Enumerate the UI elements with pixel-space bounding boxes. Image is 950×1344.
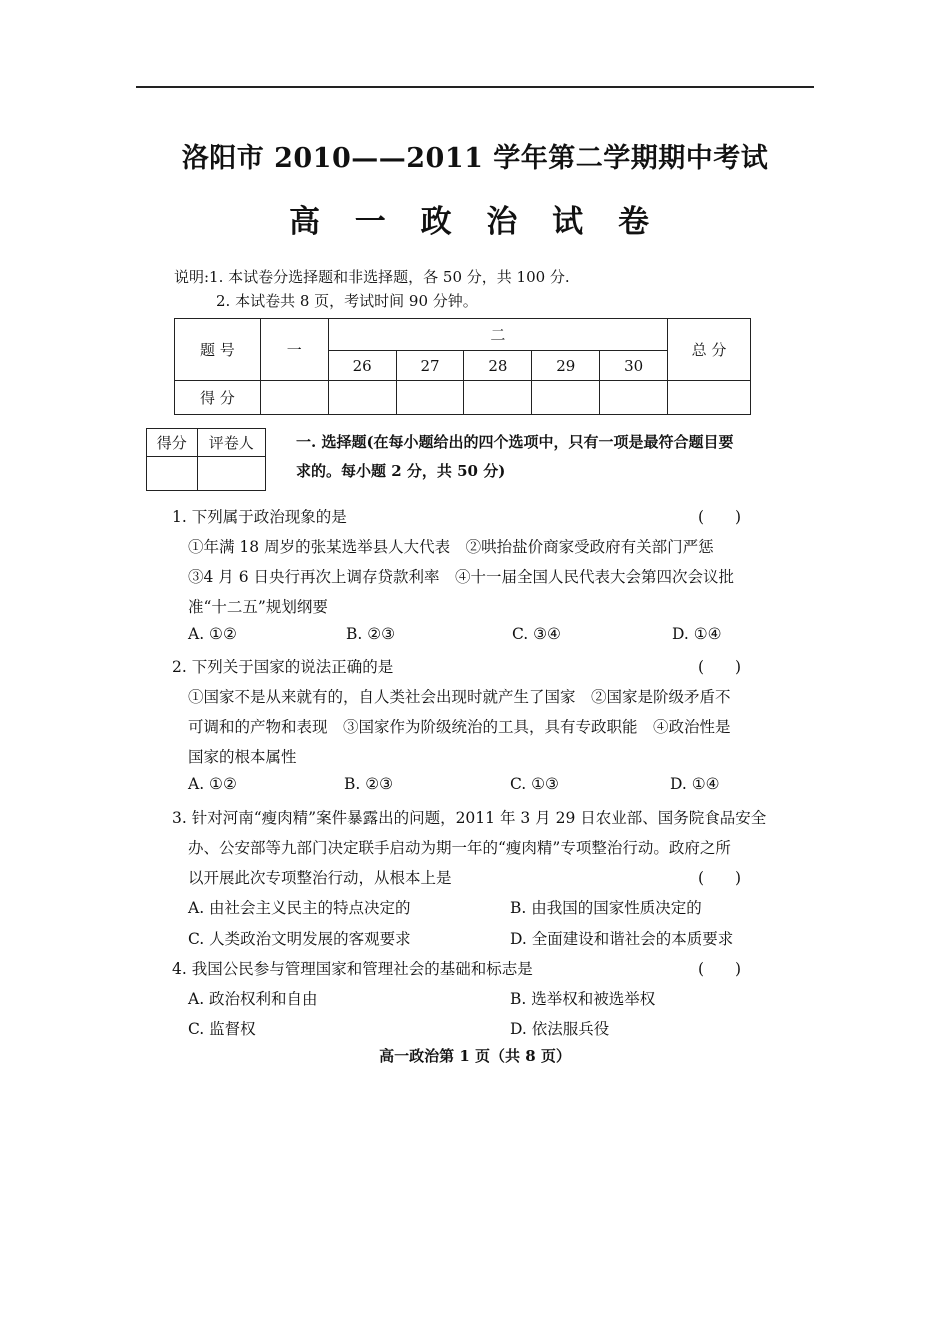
question-4-option-a[interactable]: A. 政治权利和自由 [188,990,318,1008]
score-table [174,318,751,415]
label-score: 得 分 [175,381,261,415]
question-3-option-a[interactable]: A. 由社会主义民主的特点决定的 [188,899,411,917]
question-1-line-3: 准“十二五”规划纲要 [188,598,328,616]
grader-name-cell[interactable] [197,457,265,491]
question-1-option-d[interactable]: D. ①④ [672,625,722,643]
grader-score-label: 得分 [147,429,198,457]
question-2-line-3: 国家的根本属性 [188,748,297,766]
sub-col-29: 29 [532,351,600,381]
score-cell-30[interactable] [600,381,668,415]
col-section-one: 一 [260,319,328,381]
question-3-option-b[interactable]: B. 由我国的国家性质决定的 [510,899,702,917]
score-cell-29[interactable] [532,381,600,415]
grader-name-label: 评卷人 [197,429,265,457]
question-4-option-d[interactable]: D. 依法服兵役 [510,1020,610,1038]
question-3-option-c[interactable]: C. 人类政治文明发展的客观要求 [188,930,411,948]
grader-box [146,428,266,491]
paper-subtitle: 高 一 政 治 试 卷 [289,204,661,240]
question-2-answer-blank[interactable]: ( ) [698,658,742,676]
score-cell-27[interactable] [396,381,464,415]
sub-col-28: 28 [464,351,532,381]
question-1-stem: 1. 下列属于政治现象的是 [172,508,347,526]
label-total: 总 分 [668,319,751,381]
question-1-option-c[interactable]: C. ③④ [512,625,561,643]
top-rule [136,86,814,88]
score-cell-total[interactable] [668,381,751,415]
question-2-option-b[interactable]: B. ②③ [344,775,394,793]
question-1-line-2: ③4 月 6 日央行再次上调存贷款利率 ④十一届全国人民代表大会第四次会议批 [188,568,735,586]
page-footer: 高一政治第 1 页（共 8 页） [379,1047,571,1065]
question-3-stem-line-1: 3. 针对河南“瘦肉精”案件暴露出的问题，2011 年 3 月 29 日农业部、国务院食品安全 [172,809,767,827]
question-1-option-a[interactable]: A. ①② [188,625,237,643]
grader-score-cell[interactable] [147,457,198,491]
question-4-answer-blank[interactable]: ( ) [698,960,742,978]
question-3-stem-line-2: 办、公安部等九部门决定联手启动为期一年的“瘦肉精”专项整治行动。政府之所 [188,839,731,857]
section-heading-line-1: 一. 选择题(在每小题给出的四个选项中，只有一项是最符合题目要 [296,433,734,451]
instruction-line-2: 2. 本试卷共 8 页，考试时间 90 分钟。 [216,292,478,310]
question-3-option-d[interactable]: D. 全面建设和谐社会的本质要求 [510,930,734,948]
score-cell-26[interactable] [328,381,396,415]
label-question-number: 题 号 [175,319,261,381]
question-3-stem-line-3: 以开展此次专项整治行动，从根本上是 [188,869,452,887]
exam-title: 洛阳市 2010——2011 学年第二学期期中考试 [181,143,769,174]
question-3-answer-blank[interactable]: ( ) [698,869,742,887]
sub-col-27: 27 [396,351,464,381]
sub-col-26: 26 [328,351,396,381]
question-2-option-a[interactable]: A. ①② [188,775,237,793]
score-cell-one[interactable] [260,381,328,415]
sub-col-30: 30 [600,351,668,381]
question-4-option-c[interactable]: C. 监督权 [188,1020,256,1038]
question-1-option-b[interactable]: B. ②③ [346,625,396,643]
question-2-line-2: 可调和的产物和表现 ③国家作为阶级统治的工具，具有专政职能 ④政治性是 [188,718,731,736]
question-2-line-1: ①国家不是从来就有的，自人类社会出现时就产生了国家 ②国家是阶级矛盾不 [188,688,731,706]
question-4-option-b[interactable]: B. 选举权和被选举权 [510,990,656,1008]
question-2-stem: 2. 下列关于国家的说法正确的是 [172,658,394,676]
question-4-stem: 4. 我国公民参与管理国家和管理社会的基础和标志是 [172,960,533,978]
score-cell-28[interactable] [464,381,532,415]
question-2-option-d[interactable]: D. ①④ [670,775,720,793]
question-2-option-c[interactable]: C. ①③ [510,775,559,793]
section-heading-line-2: 求的。每小题 2 分，共 50 分) [296,462,506,480]
section-heading [296,428,796,486]
question-1-answer-blank[interactable]: ( ) [698,508,742,526]
col-section-two: 二 [328,319,667,351]
question-1-line-1: ①年满 18 周岁的张某选举县人大代表 ②哄抬盐价商家受政府有关部门严惩 [188,538,714,556]
instruction-line-1: 说明:1. 本试卷分选择题和非选择题，各 50 分，共 100 分. [174,268,570,286]
